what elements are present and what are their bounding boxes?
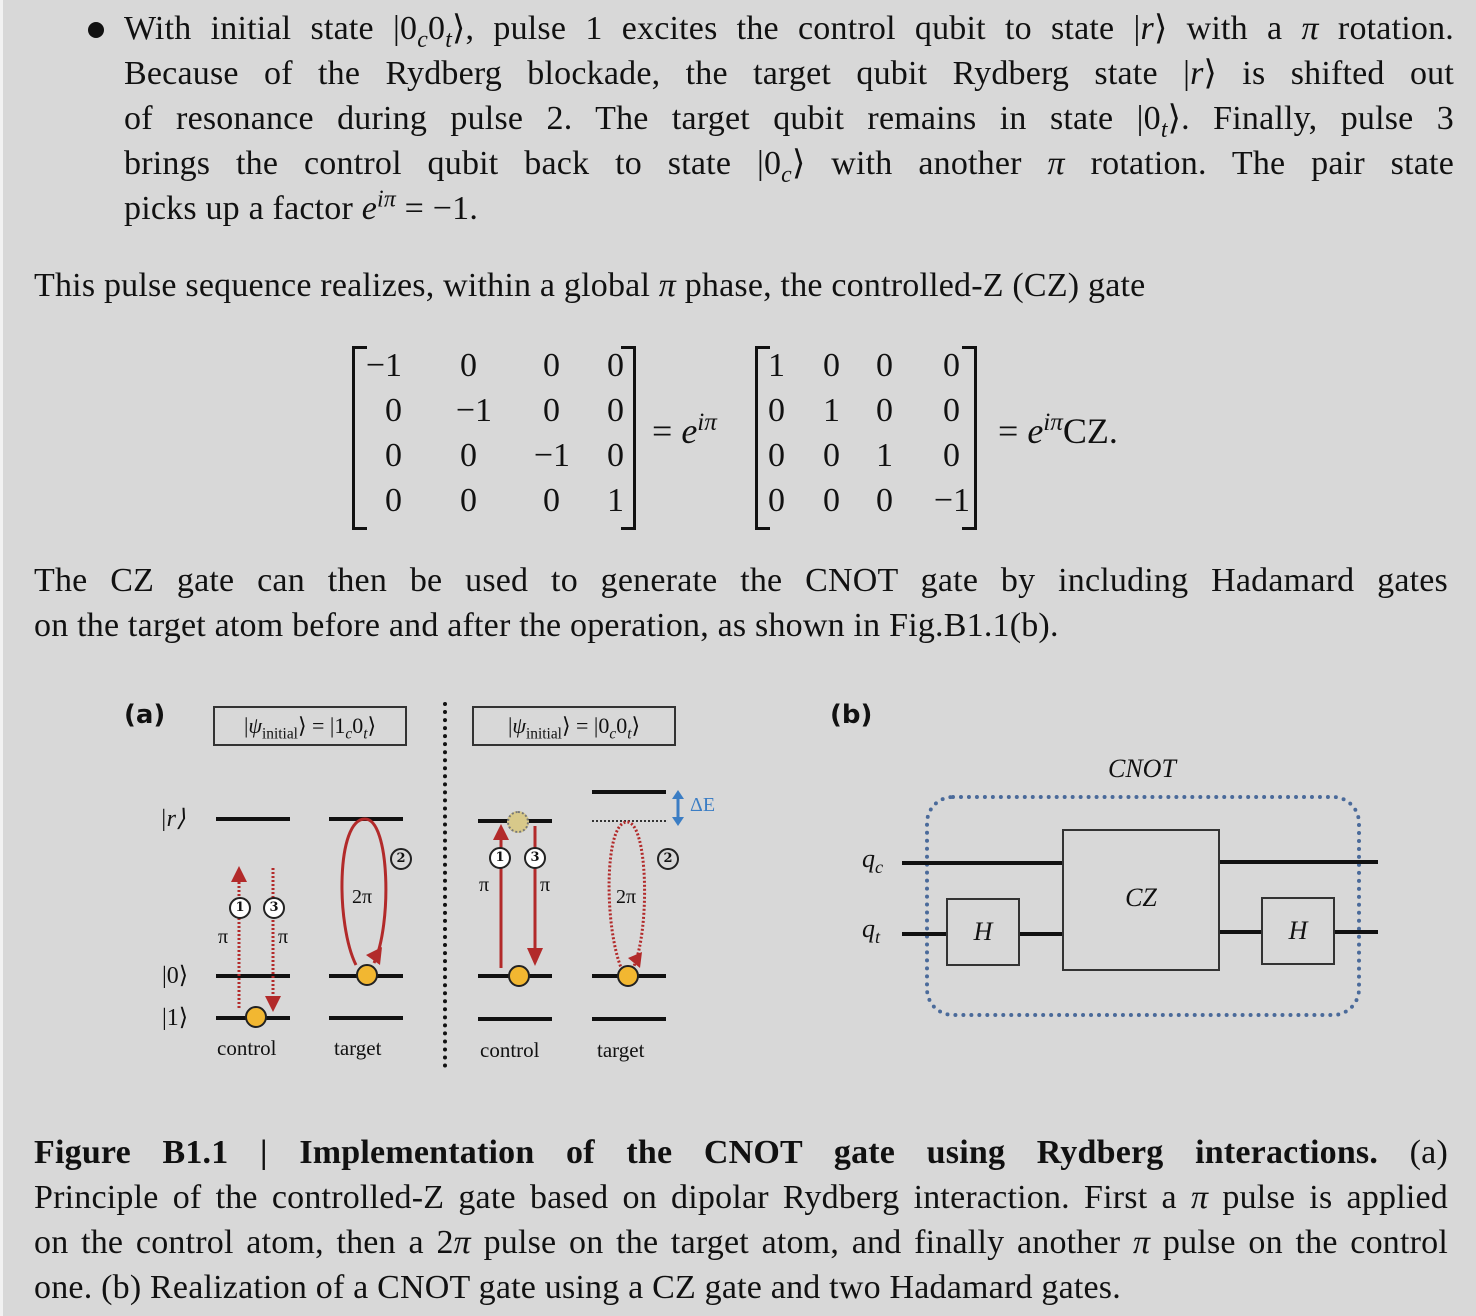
level-label-0: |0⟩ [162, 963, 189, 989]
level-label-r: |r⟩ [160, 806, 186, 832]
matrix-cell: 0 [943, 392, 960, 429]
level-label-1: |1⟩ [162, 1005, 189, 1031]
matrix-cell: 0 [460, 437, 477, 474]
bullet-line-2: Because of the Rydberg blockade, the target qubit Rydberg state |r⟩ is shifted out [124, 55, 1454, 92]
wire-qt-4 [1332, 930, 1378, 934]
matrix-cell: −1 [933, 482, 970, 519]
hadamard-gate-1: H [946, 898, 1020, 966]
pulse-2-badge: 2 [390, 848, 412, 870]
caption-line-3: on the control atom, then a 2π pulse on the target atom, and finally another π pulse on the control [34, 1224, 1448, 1261]
matrix-cell: 0 [460, 482, 477, 519]
matrix-cell: 0 [943, 437, 960, 474]
matrix-cell: 0 [607, 392, 624, 429]
target2-level-1 [592, 1017, 666, 1021]
qubit-t-label: $q_t$ [862, 914, 881, 948]
pulse-2-badge: 2 [657, 848, 679, 870]
caption-line-1: Figure B1.1 | Implementation of the CNOT gate using Rydberg interactions. (a) [34, 1134, 1448, 1171]
state-box-1c0t: $|\psi_{initial}⟩$ = $|1_c0_t⟩$ [213, 706, 407, 746]
paragraph-cz-intro: This pulse sequence realizes, within a global π phase, the controlled-Z (CZ) gate [34, 267, 1146, 304]
delta-e-arrow-icon [670, 790, 686, 826]
control-label: control [480, 1038, 540, 1062]
pulse-3-badge: 3 [524, 847, 546, 869]
matrix-cell: 0 [607, 347, 624, 384]
bullet-line-3: of resonance during pulse 2. The target qubit remains in state $|0_t⟩$. Finally, pulse 3 [124, 100, 1454, 143]
delta-e-label: ΔE [690, 794, 716, 816]
matrix-right [755, 346, 977, 524]
control2-level-1 [478, 1017, 552, 1021]
matrix-cell: 1 [607, 482, 624, 519]
control-label: control [217, 1036, 277, 1060]
wire-qc-right [1216, 860, 1378, 864]
wire-qt-2 [1018, 932, 1064, 936]
matrix-cell: 0 [543, 392, 560, 429]
matrix-left [352, 346, 636, 524]
pi-label: π [218, 926, 229, 948]
figure-caption [34, 1130, 1448, 1310]
pulse-1-badge: 1 [489, 847, 511, 869]
matrix-cell: 0 [543, 482, 560, 519]
cz-gate: CZ [1062, 829, 1220, 971]
matrix-cell: 1 [768, 347, 785, 384]
twopi-label: 2π [616, 886, 637, 908]
bullet-dot [88, 22, 104, 38]
matrix-cell: 0 [460, 347, 477, 384]
qubit-c-label: $q_c$ [862, 844, 884, 878]
figure-b-label: (b) [830, 700, 873, 730]
matrix-cell: 0 [543, 347, 560, 384]
atom-control [245, 1006, 267, 1028]
target2-level-r-shifted [592, 790, 666, 794]
matrix-cell: 0 [607, 437, 624, 474]
wire-qc-left [902, 861, 1064, 865]
matrix-cell: 0 [876, 347, 893, 384]
paragraph-cnot-line-1: The CZ gate can then be used to generate the CNOT gate by including Hadamard gates [34, 562, 1448, 599]
matrix-cell: 0 [876, 482, 893, 519]
matrix-cell: 0 [385, 437, 402, 474]
wire-qt-1 [902, 932, 948, 936]
twopi-label: 2π [352, 886, 373, 908]
panel-divider [443, 702, 447, 1068]
caption-line-4: one. (b) Realization of a CNOT gate using a CZ gate and two Hadamard gates. [34, 1269, 1121, 1306]
pulse-1-badge: 1 [229, 897, 251, 919]
atom-control [508, 965, 530, 987]
target-label: target [597, 1038, 645, 1062]
matrix-cell: 0 [768, 437, 785, 474]
matrix-cell: 0 [823, 437, 840, 474]
bullet-line-1: With initial state $|0_c0_t⟩$, pulse 1 excites the control qubit to state |r⟩ with a π rotation. [124, 10, 1454, 53]
pi-label: π [479, 874, 490, 896]
pi-label: π [540, 874, 551, 896]
matrix-cell: 0 [823, 482, 840, 519]
matrix-cell: 1 [823, 392, 840, 429]
paragraph-cnot-line-2: on the target atom before and after the operation, as shown in Fig.B1.1(b). [34, 607, 1059, 644]
hadamard-gate-2: H [1261, 897, 1335, 965]
equals-eipi-cz: = $e^{i\pi}CZ$. [998, 409, 1118, 451]
cnot-title: CNOT [1108, 754, 1176, 783]
paragraph-cnot [34, 558, 1448, 648]
matrix-cell: 0 [943, 347, 960, 384]
equals-eipi: = $e^{i\pi}$ [652, 409, 717, 451]
bullet-paragraph [124, 6, 1454, 231]
atom-target [617, 965, 639, 987]
caption-line-2: Principle of the controlled-Z gate based on dipolar Rydberg interaction. First a π pulse is applied [34, 1179, 1448, 1216]
matrix-cell: 0 [385, 392, 402, 429]
matrix-cell: 0 [385, 482, 402, 519]
atom-target [356, 964, 378, 986]
bullet-line-5: picks up a factor $e^{i\pi} = -1$. [124, 186, 479, 227]
target-label: target [334, 1036, 382, 1060]
matrix-cell: 0 [768, 392, 785, 429]
state-box-0c0t: $|\psi_{initial}⟩$ = $|0_c0_t⟩$ [472, 706, 676, 746]
figure-a-label: (a) [124, 700, 166, 730]
matrix-cell: −1 [455, 392, 492, 429]
bullet-line-4: brings the control qubit back to state $|0_c⟩$ with another π rotation. The pair state [124, 145, 1454, 188]
wire-qt-3 [1216, 930, 1262, 934]
target-level-1 [329, 1016, 403, 1020]
control-level-r [216, 817, 290, 821]
matrix-cell: −1 [533, 437, 570, 474]
matrix-cell: −1 [365, 347, 402, 384]
page-edge [0, 0, 3, 1316]
pulse-3-badge: 3 [263, 897, 285, 919]
pi-label: π [278, 926, 289, 948]
matrix-cell: 1 [876, 437, 893, 474]
matrix-cell: 0 [823, 347, 840, 384]
matrix-cell: 0 [768, 482, 785, 519]
matrix-cell: 0 [876, 392, 893, 429]
